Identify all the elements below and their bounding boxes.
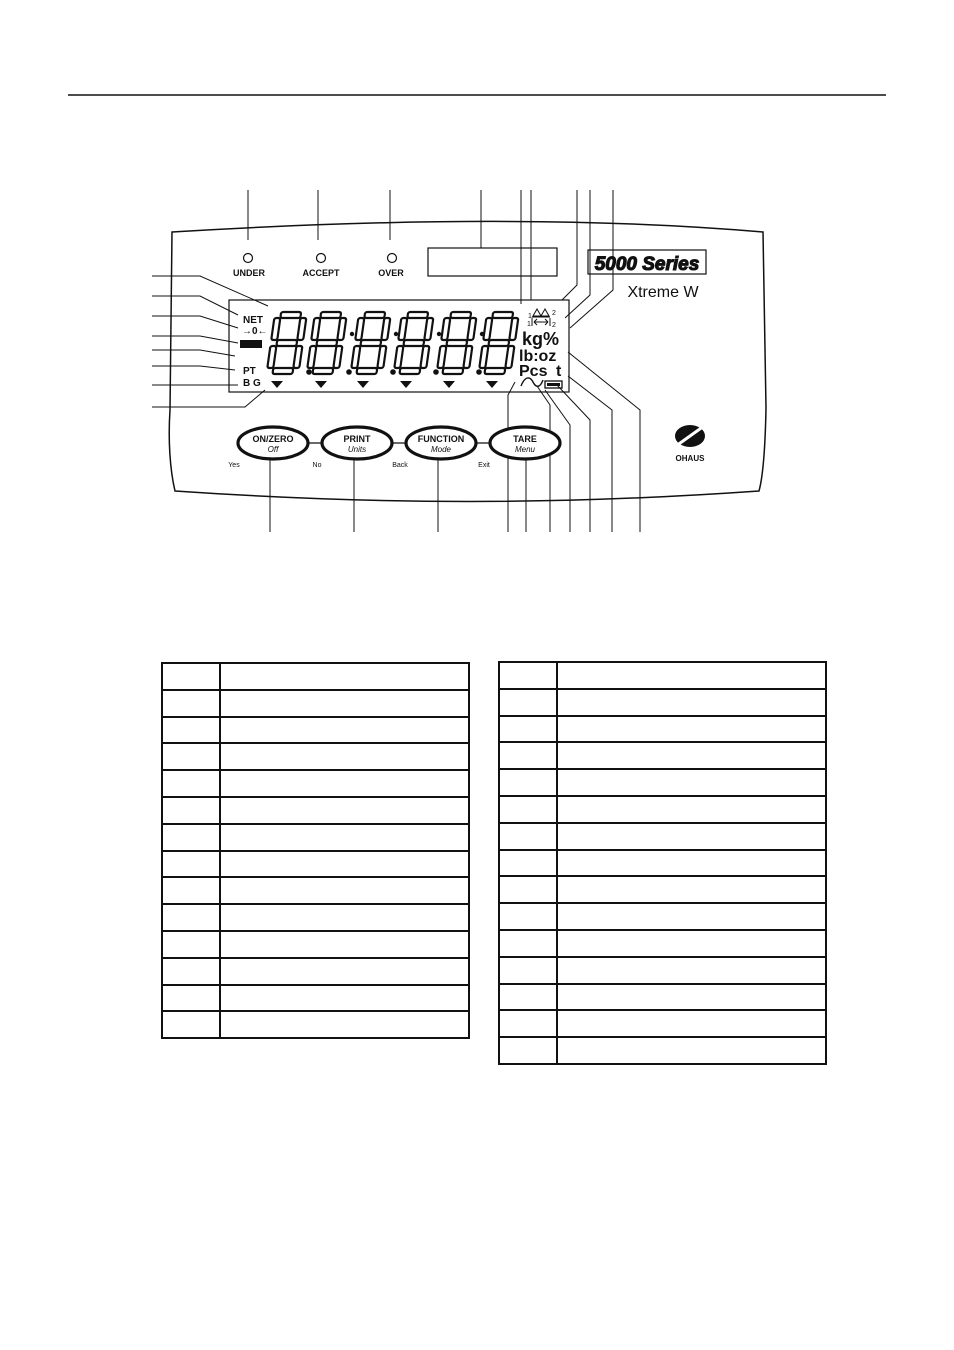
yes-label: Yes	[228, 462, 240, 469]
lcd-digit	[436, 312, 477, 374]
tare-button[interactable]	[490, 427, 560, 459]
table-row	[162, 690, 469, 717]
decimal-point	[476, 369, 482, 375]
table-row	[162, 958, 469, 985]
table-row	[499, 930, 826, 957]
colon-dot	[394, 332, 398, 336]
lcd-digit	[306, 312, 347, 374]
row-description-cell	[557, 957, 826, 984]
table-row	[162, 1011, 469, 1038]
row-number-cell	[162, 717, 220, 744]
table-row	[499, 823, 826, 850]
no-label: No	[312, 462, 322, 469]
row-number-cell	[499, 850, 557, 877]
row-description-cell	[220, 770, 469, 797]
indicator-leds	[233, 254, 404, 279]
row-description-cell	[557, 796, 826, 823]
under-led-icon	[244, 254, 253, 263]
table-row	[162, 985, 469, 1012]
table-row	[162, 797, 469, 824]
table-row	[162, 877, 469, 904]
row-number-cell	[162, 931, 220, 958]
pointer-1-icon	[271, 381, 283, 388]
back-label: Back	[392, 462, 408, 469]
label-window	[428, 248, 557, 276]
row-number-cell	[499, 1010, 557, 1037]
row-number-cell	[162, 824, 220, 851]
lcd-digits	[266, 312, 519, 375]
row-number-cell	[162, 663, 220, 690]
table-row	[499, 903, 826, 930]
table-row	[162, 717, 469, 744]
lcd-digit	[478, 312, 519, 374]
battery-fill	[547, 383, 560, 386]
model-name: Xtreme W	[627, 284, 699, 301]
row-description-cell	[557, 742, 826, 769]
range-annunciator	[527, 309, 556, 329]
row-number-cell	[162, 851, 220, 878]
decimal-point	[346, 369, 352, 375]
row-description-cell	[220, 663, 469, 690]
lcd-digit	[350, 312, 391, 374]
row-number-cell	[499, 796, 557, 823]
bg-annunciator: B G	[243, 378, 261, 389]
row-number-cell	[499, 876, 557, 903]
print-button[interactable]	[322, 427, 392, 459]
ohaus-logo	[675, 425, 705, 463]
row-number-cell	[162, 1011, 220, 1038]
lcd-digit	[393, 312, 434, 374]
function-button[interactable]	[406, 427, 476, 459]
row-number-cell	[499, 930, 557, 957]
table-row	[499, 957, 826, 984]
table-row	[499, 876, 826, 903]
table-row	[499, 742, 826, 769]
row-number-cell	[162, 690, 220, 717]
row-number-cell	[499, 716, 557, 743]
table-row	[499, 716, 826, 743]
exit-label: Exit	[478, 462, 490, 469]
row-description-cell	[557, 1037, 826, 1064]
mode-pointers	[271, 381, 498, 388]
row-description-cell	[220, 1011, 469, 1038]
row-description-cell	[557, 716, 826, 743]
table-row	[162, 851, 469, 878]
ohaus-logo-text: OHAUS	[675, 454, 705, 463]
pointer-2-icon	[315, 381, 327, 388]
colon-dot	[350, 332, 354, 336]
row-description-cell	[220, 717, 469, 744]
row-number-cell	[162, 743, 220, 770]
row-description-cell	[557, 769, 826, 796]
unit-lboz: lb:oz	[519, 348, 557, 365]
mode-sublabel: Mode	[430, 445, 452, 454]
pointer-3-icon	[357, 381, 369, 388]
table-row	[162, 904, 469, 931]
table-row	[499, 769, 826, 796]
over-led-icon	[388, 254, 397, 263]
unit-pcs: Pcs	[519, 363, 548, 380]
range-1-bottom: 1	[527, 321, 531, 328]
row-description-cell	[557, 662, 826, 689]
range-2-top: 2	[552, 310, 556, 317]
row-number-cell	[499, 957, 557, 984]
row-number-cell	[162, 877, 220, 904]
row-number-cell	[499, 1037, 557, 1064]
table-row	[162, 824, 469, 851]
zero-annunciator: →0←	[242, 326, 268, 337]
colon-dot	[437, 332, 441, 336]
decimal-point	[390, 369, 396, 375]
off-sublabel: Off	[267, 445, 279, 454]
row-description-cell	[557, 984, 826, 1011]
table-row	[499, 984, 826, 1011]
row-number-cell	[499, 662, 557, 689]
row-number-cell	[499, 903, 557, 930]
row-description-cell	[557, 823, 826, 850]
units-sublabel: Units	[347, 445, 367, 454]
tare-label: TARE	[513, 434, 537, 444]
row-description-cell	[220, 743, 469, 770]
row-number-cell	[162, 904, 220, 931]
row-number-cell	[162, 958, 220, 985]
table-row	[162, 743, 469, 770]
row-description-cell	[557, 903, 826, 930]
minus-annunciator	[240, 340, 262, 348]
function-label: FUNCTION	[417, 434, 465, 444]
net-annunciator: NET	[243, 315, 263, 326]
row-description-cell	[220, 690, 469, 717]
row-number-cell	[499, 984, 557, 1011]
row-description-cell	[220, 877, 469, 904]
table-row	[499, 796, 826, 823]
table-row	[499, 850, 826, 877]
right-legend-table	[498, 661, 827, 1065]
series-badge: 5000 Series	[594, 254, 700, 275]
pointer-5-icon	[443, 381, 455, 388]
accept-led-icon	[317, 254, 326, 263]
row-number-cell	[162, 985, 220, 1012]
table-row	[499, 1010, 826, 1037]
pt-annunciator: PT	[243, 366, 256, 377]
row-description-cell	[220, 958, 469, 985]
table-row	[162, 770, 469, 797]
on-zero-label: ON/ZERO	[252, 434, 294, 444]
pointer-6-icon	[486, 381, 498, 388]
row-description-cell	[557, 876, 826, 903]
top-callouts	[248, 190, 613, 328]
menu-sublabel: Menu	[514, 445, 536, 454]
table-row	[499, 662, 826, 689]
row-number-cell	[162, 770, 220, 797]
under-label: UNDER	[232, 268, 266, 278]
row-description-cell	[220, 851, 469, 878]
pointer-4-icon	[400, 381, 412, 388]
lcd-digit	[266, 312, 307, 374]
over-label: OVER	[378, 268, 404, 278]
row-description-cell	[557, 689, 826, 716]
row-number-cell	[499, 689, 557, 716]
row-number-cell	[499, 823, 557, 850]
table-row	[162, 931, 469, 958]
row-number-cell	[162, 797, 220, 824]
table-row	[499, 1037, 826, 1064]
row-description-cell	[557, 850, 826, 877]
table-row	[499, 689, 826, 716]
unit-t: t	[556, 363, 562, 380]
row-description-cell	[220, 931, 469, 958]
print-label: PRINT	[343, 434, 371, 444]
decimal-point	[306, 369, 312, 375]
row-description-cell	[557, 930, 826, 957]
accept-label: ACCEPT	[302, 268, 340, 278]
stable-triangles-icon	[533, 309, 549, 316]
range-arrow-icon	[532, 318, 550, 326]
range-2-bottom: 2	[552, 322, 556, 329]
left-legend-table	[161, 662, 470, 1039]
row-description-cell	[220, 797, 469, 824]
row-description-cell	[557, 1010, 826, 1037]
row-number-cell	[499, 742, 557, 769]
row-description-cell	[220, 824, 469, 851]
row-description-cell	[220, 904, 469, 931]
row-description-cell	[220, 985, 469, 1012]
on-zero-button[interactable]	[238, 427, 308, 459]
table-row	[162, 663, 469, 690]
decimal-point	[433, 369, 439, 375]
range-1-top: 1	[528, 313, 532, 320]
unit-kg: kg%	[522, 329, 560, 349]
row-number-cell	[499, 769, 557, 796]
